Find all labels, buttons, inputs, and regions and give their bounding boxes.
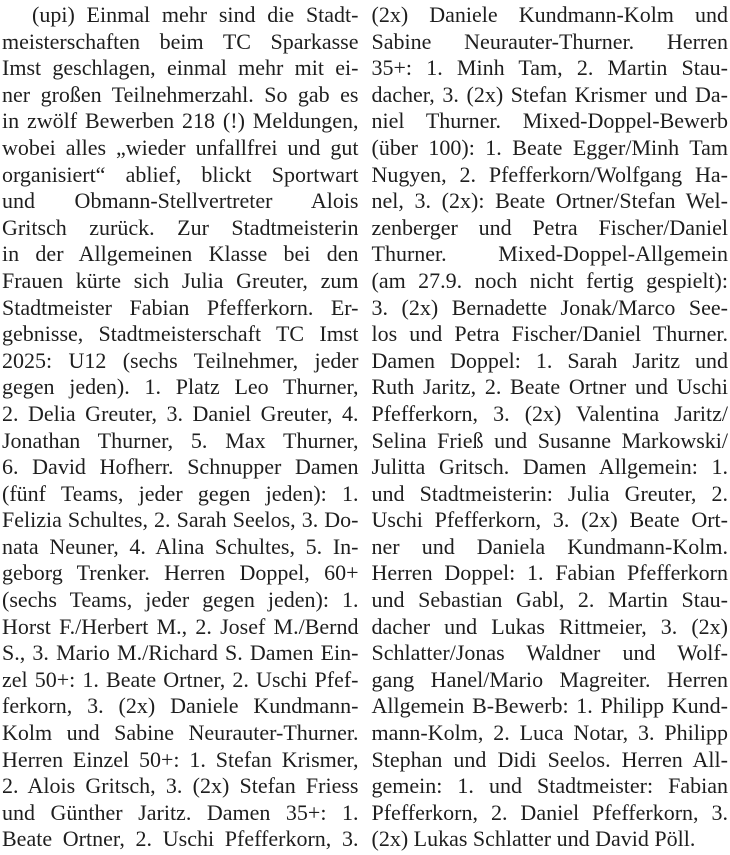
- text-line: 2025: U12 (sechs Teilnehmer, jeder: [2, 347, 359, 373]
- text-line: los und Petra Fischer/Daniel Thurner.: [371, 321, 728, 347]
- text-line: Schlatter/Jonas Waldner und Wolf-: [371, 640, 728, 666]
- text-line: (fünf Teams, jeder gegen jeden): 1.: [2, 480, 359, 506]
- text-line: ner großen Teilnehmerzahl. So gab es: [2, 81, 359, 107]
- text-line: Jonathan Thurner, 5. Max Thurner,: [2, 427, 359, 453]
- text-line: in der Allgemeinen Klasse bei den: [2, 241, 359, 267]
- text-line: und Günther Jaritz. Damen 35+: 1.: [2, 799, 359, 825]
- text-line: gemein: 1. und Stadtmeister: Fabian: [371, 773, 728, 799]
- text-line: ferkorn, 3. (2x) Daniele Kundmann-: [2, 693, 359, 719]
- text-line: Beate Ortner, 2. Uschi Pfefferkorn, 3.: [2, 826, 359, 852]
- text-line: (2x) Lukas Schlatter und David Pöll.: [371, 826, 696, 852]
- text-line: Stadtmeister Fabian Pfefferkorn. Er-: [2, 294, 359, 320]
- text-line: mann-Kolm, 2. Luca Notar, 3. Philipp: [371, 720, 728, 746]
- text-line: Frauen kürte sich Julia Greuter, zum: [2, 267, 359, 293]
- text-line: dacher und Lukas Rittmeier, 3. (2x): [371, 613, 728, 639]
- text-line: Uschi Pfefferkorn, 3. (2x) Beate Ort-: [371, 507, 728, 533]
- text-line: Ruth Jaritz, 2. Beate Ortner und Uschi: [371, 374, 728, 400]
- text-line: Gritsch zurück. Zur Stadtmeisterin: [2, 214, 359, 240]
- text-line: Damen Doppel: 1. Sarah Jaritz und: [371, 347, 728, 373]
- text-line: zel 50+: 1. Beate Ortner, 2. Uschi Pfef-: [2, 666, 359, 692]
- text-line: Thurner. Mixed-Doppel-Allgemein: [371, 241, 728, 267]
- text-line: gegen jeden). 1. Platz Leo Thurner,: [2, 374, 359, 400]
- text-line: Selina Frieß und Susanne Markowski/: [371, 427, 728, 453]
- text-line: 3. (2x) Bernadette Jonak/Marco See-: [371, 294, 728, 320]
- text-line: gebnisse, Stadtmeisterschaft TC Imst: [2, 321, 359, 347]
- text-line: (upi) Einmal mehr sind die Stadt-: [32, 2, 359, 27]
- article-column-right: [372, 2, 729, 855]
- text-line: in zwölf Bewerben 218 (!) Meldungen,: [2, 108, 359, 134]
- text-line: Pfefferkorn, 2. Daniel Pfefferkorn, 3.: [371, 799, 728, 825]
- text-line: Herren Einzel 50+: 1. Stefan Krismer,: [2, 746, 359, 772]
- text-line: organisiert“ ablief, blickt Sportwart: [2, 161, 359, 187]
- text-line: Kolm und Sabine Neurauter-Thurner.: [2, 720, 359, 746]
- text-line: (2x) Daniele Kundmann-Kolm und: [371, 2, 728, 27]
- text-line: Allgemein B-Bewerb: 1. Philipp Kund-: [371, 693, 728, 719]
- text-line: Horst F./Herbert M., 2. Josef M./Bernd: [2, 613, 359, 639]
- text-line: und Sebastian Gabl, 2. Martin Stau-: [371, 587, 728, 613]
- text-line: meisterschaften beim TC Sparkasse: [2, 28, 359, 54]
- text-line: gang Hanel/Mario Magreiter. Herren: [371, 666, 728, 692]
- text-line: wobei alles „wieder unfallfrei und gut: [2, 134, 359, 160]
- text-line: und Obmann-Stellvertreter Alois: [2, 188, 359, 214]
- text-line: Imst geschlagen, einmal mehr mit ei-: [2, 55, 359, 81]
- text-line: (am 27.9. noch nicht fertig gespielt):: [371, 267, 728, 293]
- text-line: Felizia Schultes, 2. Sarah Seelos, 3. Do-: [2, 507, 359, 533]
- text-line: (sechs Teams, jeder gegen jeden): 1.: [2, 587, 359, 613]
- text-line: 6. David Hofherr. Schnupper Damen: [2, 454, 359, 480]
- text-line: und Stadtmeisterin: Julia Greuter, 2.: [371, 480, 728, 506]
- text-line: 35+: 1. Minh Tam, 2. Martin Stau-: [371, 55, 728, 81]
- text-line: (über 100): 1. Beate Egger/Minh Tam: [371, 134, 728, 160]
- text-line: Stephan und Didi Seelos. Herren All-: [371, 746, 728, 772]
- text-line: Sabine Neurauter-Thurner. Herren: [371, 28, 728, 54]
- text-line: 2. Alois Gritsch, 3. (2x) Stefan Friess: [2, 773, 359, 799]
- text-line: Nugyen, 2. Pfefferkorn/Wolfgang Ha-: [371, 161, 728, 187]
- text-line: dacher, 3. (2x) Stefan Krismer und Da-: [371, 81, 728, 107]
- text-line: Julitta Gritsch. Damen Allgemein: 1.: [371, 454, 728, 480]
- article-column-left: [2, 2, 359, 855]
- text-line: zenberger und Petra Fischer/Daniel: [371, 214, 728, 240]
- text-line: Herren Doppel: 1. Fabian Pfefferkorn: [371, 560, 728, 586]
- text-line: S., 3. Mario M./Richard S. Damen Ein-: [2, 640, 359, 666]
- text-line: 2. Delia Greuter, 3. Daniel Greuter, 4.: [2, 400, 359, 426]
- text-line: ner und Daniela Kundmann-Kolm.: [371, 533, 728, 559]
- text-line: nel, 3. (2x): Beate Ortner/Stefan Wel-: [371, 188, 728, 214]
- text-line: nata Neuner, 4. Alina Schultes, 5. In-: [2, 533, 359, 559]
- text-line: geborg Trenker. Herren Doppel, 60+: [2, 560, 359, 586]
- text-line: niel Thurner. Mixed-Doppel-Bewerb: [371, 108, 728, 134]
- text-line: Pfefferkorn, 3. (2x) Valentina Jaritz/: [371, 400, 728, 426]
